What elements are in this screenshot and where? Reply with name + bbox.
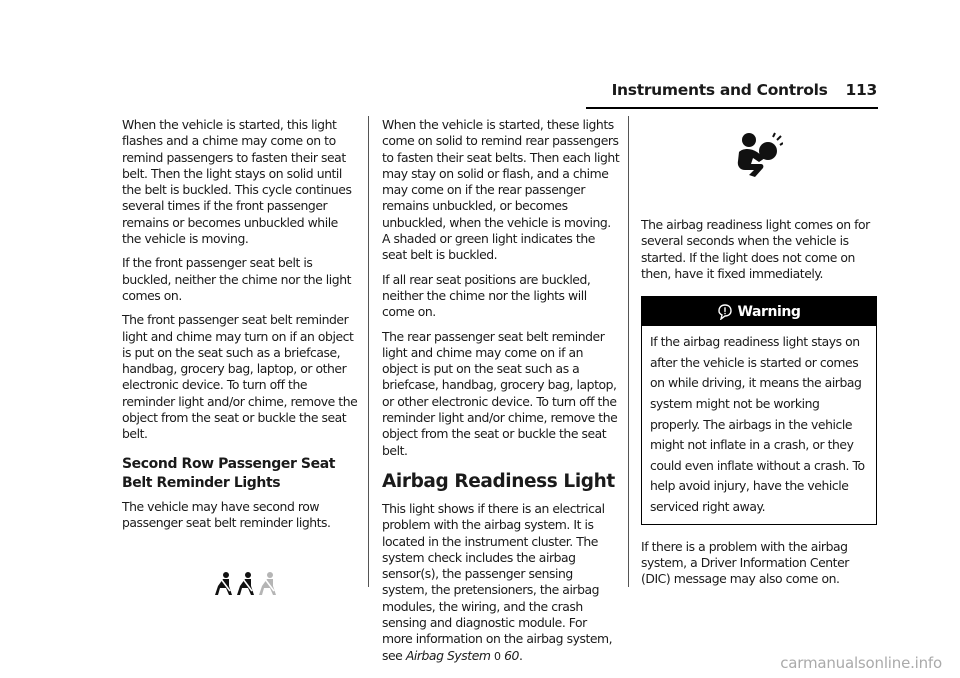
section-heading: Airbag Readiness Light: [382, 470, 615, 492]
column-2: [382, 117, 620, 673]
page-number: 113: [845, 81, 877, 99]
warning-box: [641, 296, 877, 524]
paragraph: When the vehicle is started, this light flashes and a chime may come on to remind passengers to fasten their seat belt. Then the light stays on solid until the belt is buckled. This cycle continues several times if the front passenger remains or becomes unbuckled while the vehicle is moving.: [122, 117, 352, 247]
cross-reference-link[interactable]: Airbag System: [405, 647, 491, 663]
column-3: [641, 117, 877, 595]
column-divider: [628, 116, 629, 587]
seatbelt-reminder-icon: [236, 571, 256, 597]
paragraph: The airbag readiness light comes on for several seconds when the vehicle is started. If the light does not come on then, have it fixed immediately.: [641, 217, 870, 281]
paragraph: If the front passenger seat belt is buckled, neither the chime nor the light comes on.: [122, 255, 352, 303]
paragraph: If all rear seat positions are buckled, neither the chime nor the lights will come on.: [382, 271, 591, 320]
running-header: [600, 81, 877, 101]
airbag-readiness-icon: [735, 131, 783, 181]
watermark: carmanualsonline.info: [780, 654, 942, 672]
column-1: [122, 117, 360, 597]
paragraph: The vehicle may have second row passenger seat belt reminder lights.: [122, 498, 331, 530]
paragraph: When the vehicle is started, these lights come on solid to remind rear passengers to fasten their seat belts. Then each light may stay on solid or flash, and a chime may come on if the rear passenger remains unbuckled, or becomes unbuckled, when the vehicle is moving. A shaded or green light indicates the seat belt is buckled.: [382, 117, 620, 263]
paragraph: If there is a problem with the airbag system, a Driver Information Center (DIC) message may also come on.: [641, 538, 849, 587]
paragraph: The rear passenger seat belt reminder light and chime may come on if an object is put on the seat such as a briefcase, handbag, grocery bag, laptop, or other electronic device. To turn off the reminder light and/or chime, remove the object from the seat or buckle the seat belt.: [382, 328, 618, 458]
paragraph: The front passenger seat belt reminder light and chime may turn on if an object is put on the seat such as a briefcase, handbag, grocery bag, laptop, or other electronic device. To turn off the reminder light and/or chime, remove the object from the seat or buckle the seat belt.: [122, 312, 358, 442]
paragraph: [382, 501, 620, 665]
warning-title: Warning: [737, 303, 801, 320]
section-heading: Second Row Passenger Seat Belt Reminder Lights: [122, 455, 336, 491]
seatbelt-reminder-icon: [258, 571, 278, 597]
header-title: Instruments and Controls: [611, 81, 828, 99]
paragraph-text: This light shows if there is an electrical problem with the airbag system. It is located in the instrument cluster. The system check includes the airbag sensor(s), the passenger sensing system, the pretensioners, the airbag modules, the wiring, and the crash sensing and diagnostic module. For more information on the airbag system, see: [382, 500, 613, 663]
warning-header: [642, 297, 876, 326]
warning-text: If the airbag readiness light stays on after the vehicle is started or comes on while driving, it means the airbag system might not be working properly. The airbags in the vehicle might not inflate in a crash, or they could even inflate without a crash. To help avoid injury, have the vehicle serviced right away.: [650, 334, 865, 514]
rear-seatbelt-lights: [132, 571, 360, 597]
seatbelt-reminder-icon: [214, 571, 234, 597]
cross-reference-page: 60: [504, 647, 519, 663]
punctuation: .: [518, 647, 523, 663]
column-divider: [368, 116, 369, 587]
airbag-icon-container: [641, 131, 877, 181]
page-ref-arrow-icon: 0: [494, 649, 501, 663]
warning-icon: [718, 304, 732, 320]
header-rule: [586, 107, 878, 109]
